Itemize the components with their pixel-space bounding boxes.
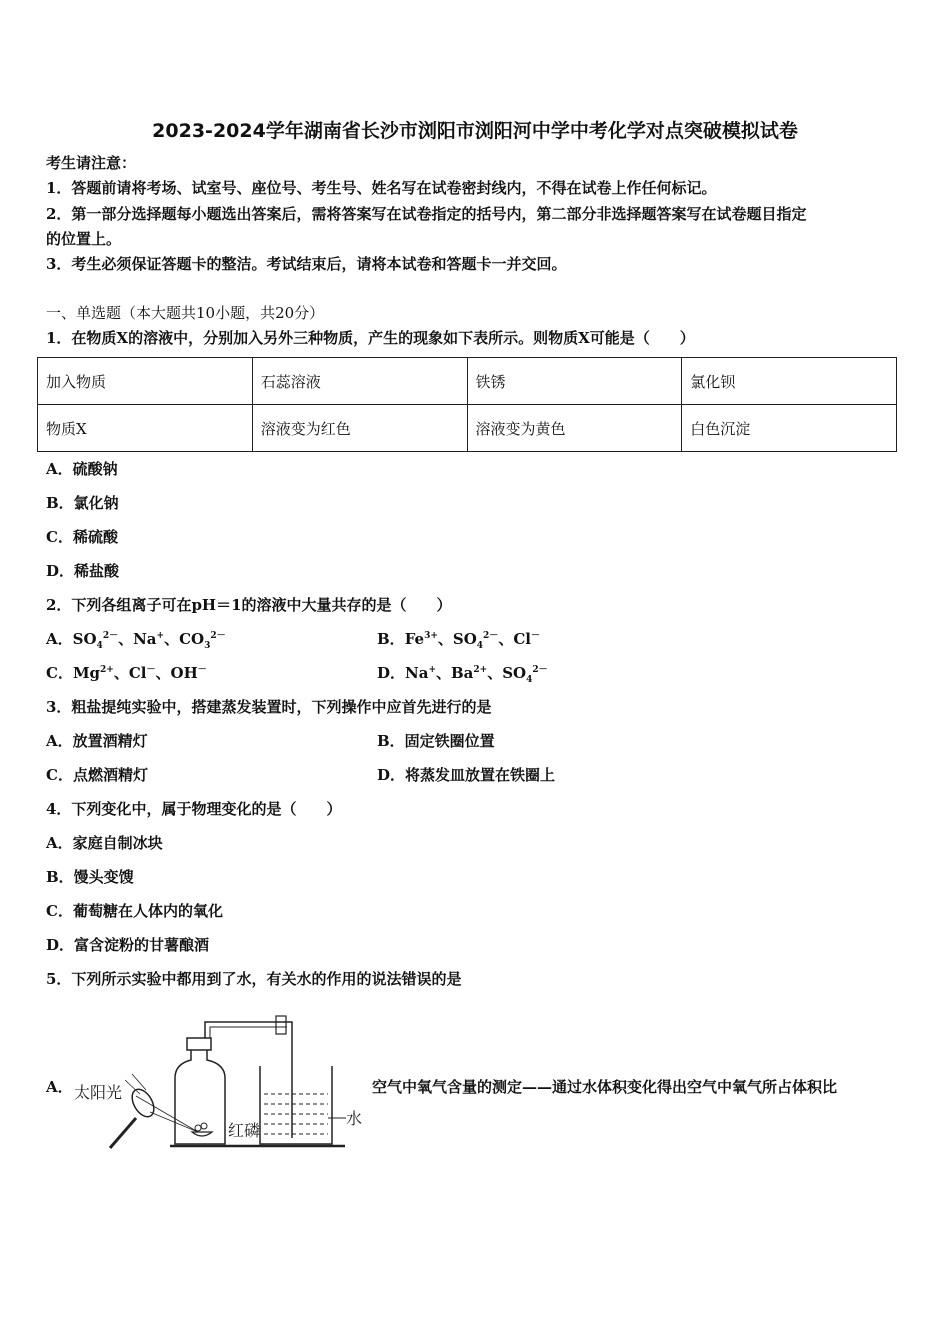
lens-handle bbox=[110, 1118, 136, 1148]
question-1-stem: 1．在物质X的溶液中，分别加入另外三种物质，产生的现象如下表所示。则物质X可能是（ ） bbox=[46, 329, 695, 347]
question-2-stem: 2．下列各组离子可在pH＝1的溶液中大量共存的是（ ） bbox=[46, 596, 452, 614]
ion-text: 、OH bbox=[155, 664, 198, 682]
ion-subscript: 4 bbox=[96, 641, 103, 651]
option-d[interactable]: D．稀盐酸 bbox=[46, 562, 120, 580]
notice-item: 1．答题前请将考场、试室号、座位号、考生号、姓名写在试卷密封线内，不得在试卷上作任何标记。 bbox=[46, 179, 717, 197]
ion-charge: 2+ bbox=[473, 665, 488, 675]
table-cell: 石蕊溶液 bbox=[252, 358, 467, 405]
option-b[interactable]: B．馒头变馊 bbox=[46, 868, 134, 886]
question-5-stem: 5．下列所示实验中都用到了水，有关水的作用的说法错误的是 bbox=[46, 970, 462, 988]
ion-charge: 3+ bbox=[424, 631, 438, 641]
ion-text: 、SO bbox=[487, 664, 527, 682]
table-row bbox=[38, 358, 897, 405]
option-a[interactable] bbox=[46, 628, 226, 649]
ion-text: 、Ba bbox=[436, 664, 474, 682]
ion-text: Na bbox=[405, 664, 429, 682]
ion-charge: 2+ bbox=[100, 665, 114, 675]
option-label: D． bbox=[377, 664, 406, 682]
section-heading: 一、单选题（本大题共10小题，共20分） bbox=[46, 304, 325, 322]
option-b[interactable]: B．氯化钠 bbox=[46, 494, 119, 512]
notice-item: 的位置上。 bbox=[46, 230, 122, 248]
notice-heading: 考生请注意： bbox=[46, 154, 137, 172]
table-cell: 物质X bbox=[38, 405, 253, 452]
ion-text: Mg bbox=[72, 664, 101, 682]
ion-subscript: 3 bbox=[204, 641, 211, 651]
table-cell: 加入物质 bbox=[38, 358, 253, 405]
option-d[interactable]: D．将蒸发皿放置在铁圈上 bbox=[377, 766, 556, 784]
option-label: A． bbox=[46, 630, 73, 648]
notice-item: 3．考生必须保证答题卡的整洁。考试结束后，请将本试卷和答题卡一并交回。 bbox=[46, 255, 567, 273]
option-c[interactable] bbox=[46, 662, 207, 683]
option-d[interactable]: D．富含淀粉的甘薯酿酒 bbox=[46, 936, 210, 954]
option-d[interactable] bbox=[377, 662, 548, 683]
ion-charge: － bbox=[197, 665, 207, 675]
ion-charge: － bbox=[146, 665, 156, 675]
ion-text: 、SO bbox=[437, 630, 477, 648]
stopper bbox=[187, 1038, 211, 1050]
label-sunlight: 太阳光 bbox=[74, 1085, 123, 1102]
ion-text: 、Na bbox=[118, 630, 157, 648]
table-cell: 溶液变为黄色 bbox=[467, 405, 682, 452]
ion-charge: 2－ bbox=[483, 631, 499, 641]
option-label: B． bbox=[377, 630, 405, 648]
ion-subscript: 4 bbox=[476, 641, 484, 651]
magnifier-lens bbox=[128, 1086, 159, 1121]
table-cell: 白色沉淀 bbox=[682, 405, 897, 452]
ion-charge: + bbox=[156, 631, 165, 641]
ion-text: 、Cl bbox=[113, 664, 147, 682]
ion-charge: + bbox=[428, 665, 436, 675]
ion-charge: 2－ bbox=[210, 631, 226, 641]
option-c[interactable]: C．稀硫酸 bbox=[46, 528, 118, 546]
option-c[interactable]: C．点燃酒精灯 bbox=[46, 766, 148, 784]
ion-charge: 2－ bbox=[532, 665, 548, 675]
option-a-text: 空气中氧气含量的测定——通过水体积变化得出空气中氧气所占体积比 bbox=[372, 1078, 838, 1096]
experiment-apparatus-figure bbox=[70, 1008, 370, 1158]
ion-subscript: 4 bbox=[526, 675, 533, 685]
beaker bbox=[260, 1066, 332, 1144]
ion-text: 、CO bbox=[164, 630, 205, 648]
table-cell: 氯化钡 bbox=[682, 358, 897, 405]
water-level bbox=[264, 1094, 328, 1134]
page-title: 2023-2024学年湖南省长沙市浏阳市浏阳河中学中考化学对点突破模拟试卷 bbox=[152, 120, 798, 142]
option-b[interactable]: B．固定铁圈位置 bbox=[377, 732, 495, 750]
combustion-spoon bbox=[192, 1132, 212, 1136]
label-red-phosphorus: 红磷 bbox=[228, 1123, 261, 1140]
ion-text: 、Cl bbox=[498, 630, 531, 648]
ion-charge: － bbox=[530, 631, 540, 641]
question-3-stem: 3．粗盐提纯实验中，搭建蒸发装置时，下列操作中应首先进行的是 bbox=[46, 698, 492, 716]
question-1-table bbox=[37, 357, 897, 452]
option-a[interactable]: A．硫酸钠 bbox=[46, 460, 118, 478]
label-water: 水 bbox=[346, 1111, 363, 1128]
ion-charge: 2－ bbox=[102, 631, 119, 641]
table-cell: 铁锈 bbox=[467, 358, 682, 405]
option-label: C． bbox=[46, 664, 73, 682]
ion-text: Fe bbox=[404, 630, 425, 648]
table-row bbox=[38, 405, 897, 452]
clamp bbox=[276, 1016, 286, 1034]
glass-tube bbox=[205, 1022, 292, 1138]
option-a[interactable]: A．家庭自制冰块 bbox=[46, 834, 163, 852]
ion-text: SO bbox=[72, 630, 97, 648]
option-a-label[interactable]: A． bbox=[46, 1078, 73, 1096]
table-cell: 溶液变为红色 bbox=[252, 405, 467, 452]
option-b[interactable] bbox=[377, 628, 540, 649]
option-c[interactable]: C．葡萄糖在人体内的氧化 bbox=[46, 902, 223, 920]
question-4-stem: 4．下列变化中，属于物理变化的是（ ） bbox=[46, 800, 342, 818]
option-a[interactable]: A．放置酒精灯 bbox=[46, 732, 148, 750]
notice-item: 2．第一部分选择题每小题选出答案后，需将答案写在试卷指定的括号内，第二部分非选择题答案写在试卷题目指定 bbox=[46, 205, 807, 223]
